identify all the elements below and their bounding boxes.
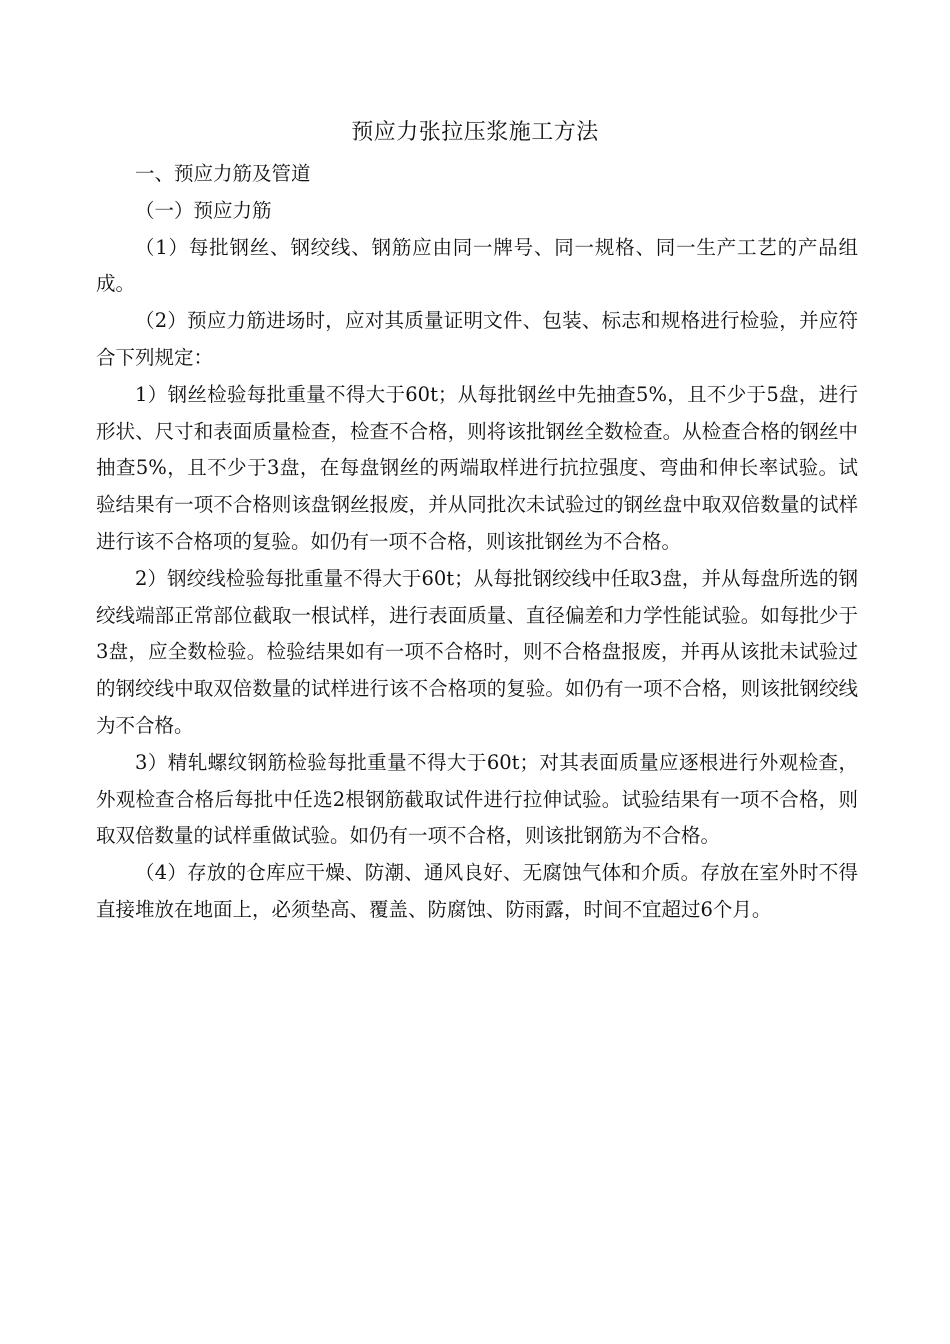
- paragraph-1: （1）每批钢丝、钢绞线、钢筋应由同一牌号、同一规格、同一生产工艺的产品组成。: [96, 235, 858, 296]
- paragraph-3: 1）钢丝检验每批重量不得大于60t；从每批钢丝中先抽查5%，且不少于5盘，进行形状、尺寸和表面质量检查，检查不合格，则将该批钢丝全数检查。从检查合格的钢丝中抽查5%，且不少于3盘，在每盘钢丝的两端取样进行抗拉强度、弯曲和伸长率试验。试验结果有一项不合格则该盘钢丝报废，并从同批次未试验过的钢丝盘中取双倍数量的试样进行该不合格项的复验。如仍有一项不合格，则该批钢丝为不合格。: [96, 382, 858, 553]
- paragraph-6: （4）存放的仓库应干燥、防潮、通风良好、无腐蚀气体和介质。存放在室外时不得直接堆放在地面上，必须垫高、覆盖、防腐蚀、防雨露，时间不宜超过6个月。: [96, 861, 858, 921]
- document-body: [96, 156, 858, 929]
- subsection-heading: （一）预应力筋: [135, 198, 272, 222]
- paragraph-2: （2）预应力筋进场时，应对其质量证明文件、包装、标志和规格进行检验，并应符合下列规定：: [96, 309, 858, 369]
- document-title: 预应力张拉压浆施工方法: [351, 120, 599, 145]
- paragraph-4: 2）钢绞线检验每批重量不得大于60t；从每批钢绞线中任取3盘，并从每盘所选的钢绞线端部正常部位截取一根试样，进行表面质量、直径偏差和力学性能试验。如每批少于3盘，应全数检验。检验结果如有一项不合格时，则不合格盘报废，并再从该批未试验过的钢绞线中取双倍数量的试样进行该不合格项的复验。如仍有一项不合格，则该批钢绞线为不合格。: [96, 566, 858, 737]
- section-heading: 一、预应力筋及管道: [135, 162, 311, 185]
- paragraph-5: 3）精轧螺纹钢筋检验每批重量不得大于60t；对其表面质量应逐根进行外观检查，外观检查合格后每批中任选2根钢筋截取试件进行拉伸试验。试验结果有一项不合格，则取双倍数量的试样重做试验。如仍有一项不合格，则该批钢筋为不合格。: [96, 750, 858, 848]
